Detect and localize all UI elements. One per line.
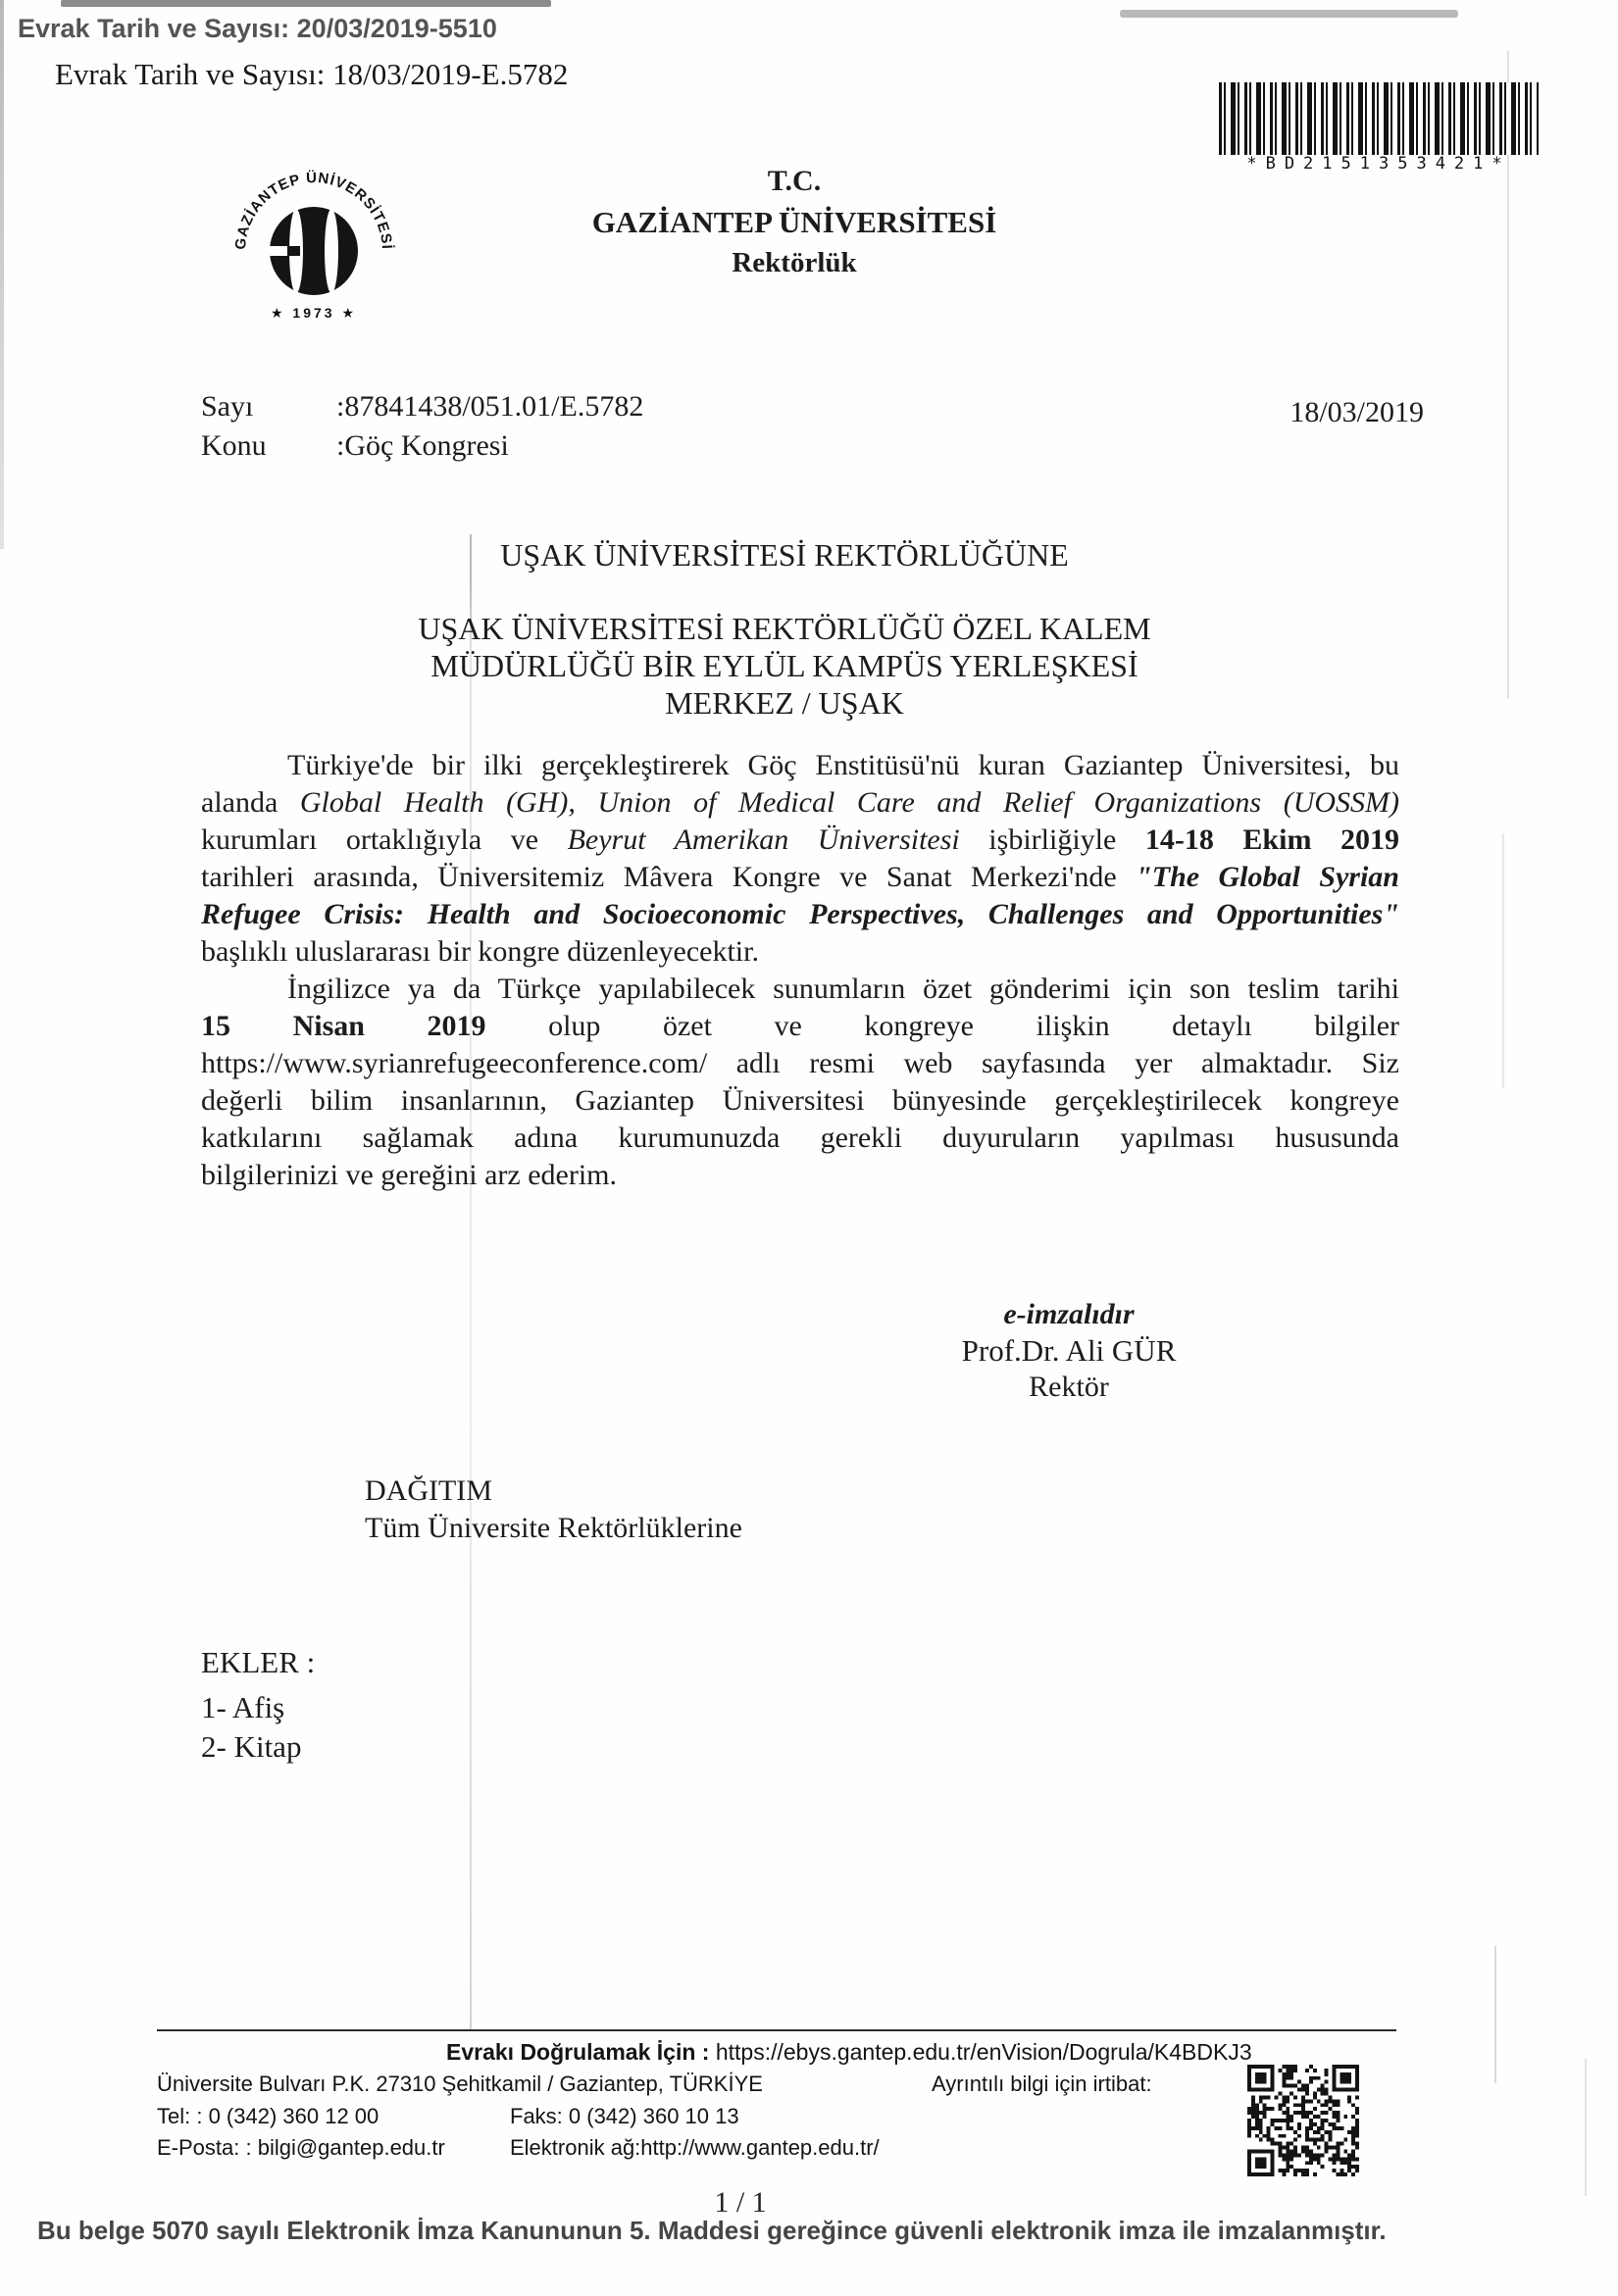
body-paragraph xyxy=(201,747,1399,971)
footer-telephone: Tel: : 0 (342) 360 12 00 xyxy=(157,2104,379,2128)
scan-artifact-fold-line xyxy=(1494,1946,1496,2083)
verification-label: Evrakı Doğrulamak İçin : xyxy=(446,2039,710,2065)
signatory-name: Prof.Dr. Ali GÜR xyxy=(961,1333,1177,1368)
scan-artifact-top-smudge xyxy=(1120,10,1458,18)
body-text-line: Refugee Crisis: Health and Socioeconomic Perspectives, Challenges and Opportunities" xyxy=(201,898,1399,930)
distribution-item: Tüm Üniversite Rektörlüklerine xyxy=(365,1512,742,1544)
verification-line xyxy=(446,2039,1252,2066)
e-signature-note: e-imzalıdır xyxy=(1003,1298,1135,1330)
recipient-title: UŞAK ÜNİVERSİTESİ REKTÖRLÜĞÜNE xyxy=(500,537,1069,573)
attachment-item: 2- Kitap xyxy=(201,1729,302,1764)
signature-block xyxy=(912,1296,1226,1405)
footer-website: Elektronik ağ:http://www.gantep.edu.tr/ xyxy=(510,2135,880,2160)
body-text-line: kurumları ortaklığıyla ve Beyrut Amerikan Üniversitesi işbirliğiyle 14-18 Ekim 2019 xyxy=(201,824,1399,856)
body-text-line: https://www.syrianrefugeeconference.com/ adlı resmi web sayfasında yer almaktadır. Siz xyxy=(201,1047,1399,1079)
body-text-line: alanda Global Health (GH), Union of Medical Care and Relief Organizations (UOSSM) xyxy=(201,786,1400,819)
footer-divider xyxy=(157,2029,1396,2031)
registry-stamp-line2: Evrak Tarih ve Sayısı: 18/03/2019-E.5782 xyxy=(55,57,569,91)
footer-email: E-Posta: : bilgi@gantep.edu.tr xyxy=(157,2135,445,2160)
footer-address: Üniversite Bulvarı P.K. 27310 Şehitkamil / Gaziantep, TÜRKİYE xyxy=(157,2071,763,2096)
konu-value: :Göç Kongresi xyxy=(336,429,509,462)
meta-konu-row xyxy=(201,429,643,469)
letterhead-university-name: GAZİANTEP ÜNİVERSİTESİ xyxy=(591,205,997,239)
distribution-block xyxy=(365,1472,742,1547)
body-text-line: 15 Nisan 2019 olup özet ve kongreye ilişkin detaylı bilgiler xyxy=(201,1010,1399,1042)
document-date: 18/03/2019 xyxy=(1289,396,1424,428)
scan-artifact-fold-line xyxy=(1585,2059,1587,2196)
distribution-title: DAĞITIM xyxy=(365,1474,492,1507)
footer-fax: Faks: 0 (342) 360 10 13 xyxy=(510,2104,739,2128)
document-barcode xyxy=(1219,82,1539,155)
recipient-address-line: MERKEZ / UŞAK xyxy=(665,685,904,721)
body-paragraph xyxy=(201,971,1399,1194)
body-text-line: İngilizce ya da Türkçe yapılabilecek sunumların özet gönderimi için son teslim tarihi xyxy=(287,973,1399,1005)
meta-sayi-row xyxy=(201,390,643,429)
body-text-line: değerli bilim insanlarının, Gaziantep Üniversitesi bünyesinde gerçekleştirilecek kongreye xyxy=(201,1084,1399,1117)
scan-artifact-fold-line xyxy=(1502,833,1504,1088)
recipient-address-line: MÜDÜRLÜĞÜ BİR EYLÜL KAMPÜS YERLEŞKESİ xyxy=(430,648,1138,683)
verification-url: https://ebys.gantep.edu.tr/enVision/Dogrula/K4BDKJ3 xyxy=(715,2039,1252,2065)
konu-label: Konu xyxy=(201,429,267,462)
body-text-line: Türkiye'de bir ilki gerçekleştirerek Göç Enstitüsü'nü kuran Gaziantep Üniversitesi, bu xyxy=(287,749,1399,781)
body-text-line: katkılarını sağlamak adına kurumunuzda gerekli duyuruların yapılması hususunda xyxy=(201,1122,1399,1154)
sayi-label: Sayı xyxy=(201,390,254,423)
recipient-address-line: UŞAK ÜNİVERSİTESİ REKTÖRLÜĞÜ ÖZEL KALEM xyxy=(418,611,1151,646)
signatory-title: Rektör xyxy=(1029,1371,1109,1403)
body-text-line: tarihleri arasında, Üniversitemiz Mâvera Kongre ve Sanat Merkezi'nde "The Global Syrian xyxy=(201,861,1399,893)
letter-body xyxy=(201,747,1399,1194)
sayi-value: :87841438/051.01/E.5782 xyxy=(336,390,644,423)
attachments-block xyxy=(201,1645,315,1767)
footer-contact-info-label: Ayrıntılı bilgi için irtibat: xyxy=(932,2071,1152,2096)
letterhead-rectorate: Rektörlük xyxy=(732,247,857,278)
globe-emblem xyxy=(270,207,358,295)
scan-artifact-top-smudge xyxy=(61,0,551,7)
university-seal-logo xyxy=(230,149,397,327)
seal-year-text: ★ 1973 ★ xyxy=(270,305,358,321)
attachment-item: 1- Afiş xyxy=(201,1690,285,1724)
page-number: 1 / 1 xyxy=(714,2186,767,2219)
body-text-line: başlıklı uluslararası bir kongre düzenleyecektir. xyxy=(201,935,759,968)
body-text-line: bilgilerinizi ve gereğini arz ederim. xyxy=(201,1159,617,1191)
registry-stamp-line1: Evrak Tarih ve Sayısı: 20/03/2019-5510 xyxy=(18,14,497,43)
recipient-address xyxy=(226,610,1343,722)
document-meta xyxy=(201,390,643,469)
letterhead xyxy=(500,165,1088,279)
scan-artifact-left-edge xyxy=(0,0,4,549)
attachments-title: EKLER : xyxy=(201,1645,316,1679)
e-signature-legal-notice: Bu belge 5070 sayılı Elektronik İmza Kanununun 5. Maddesi gereğince güvenli elektronik imza ile imzalanmıştır. xyxy=(37,2216,1387,2245)
barcode-value-text: *BD2151353421* xyxy=(1246,154,1511,174)
letterhead-tc: T.C. xyxy=(767,165,822,197)
seal-arc-text: GAZİANTEP ÜNİVERSİTESİ xyxy=(231,170,396,251)
qr-code xyxy=(1247,2065,1359,2176)
